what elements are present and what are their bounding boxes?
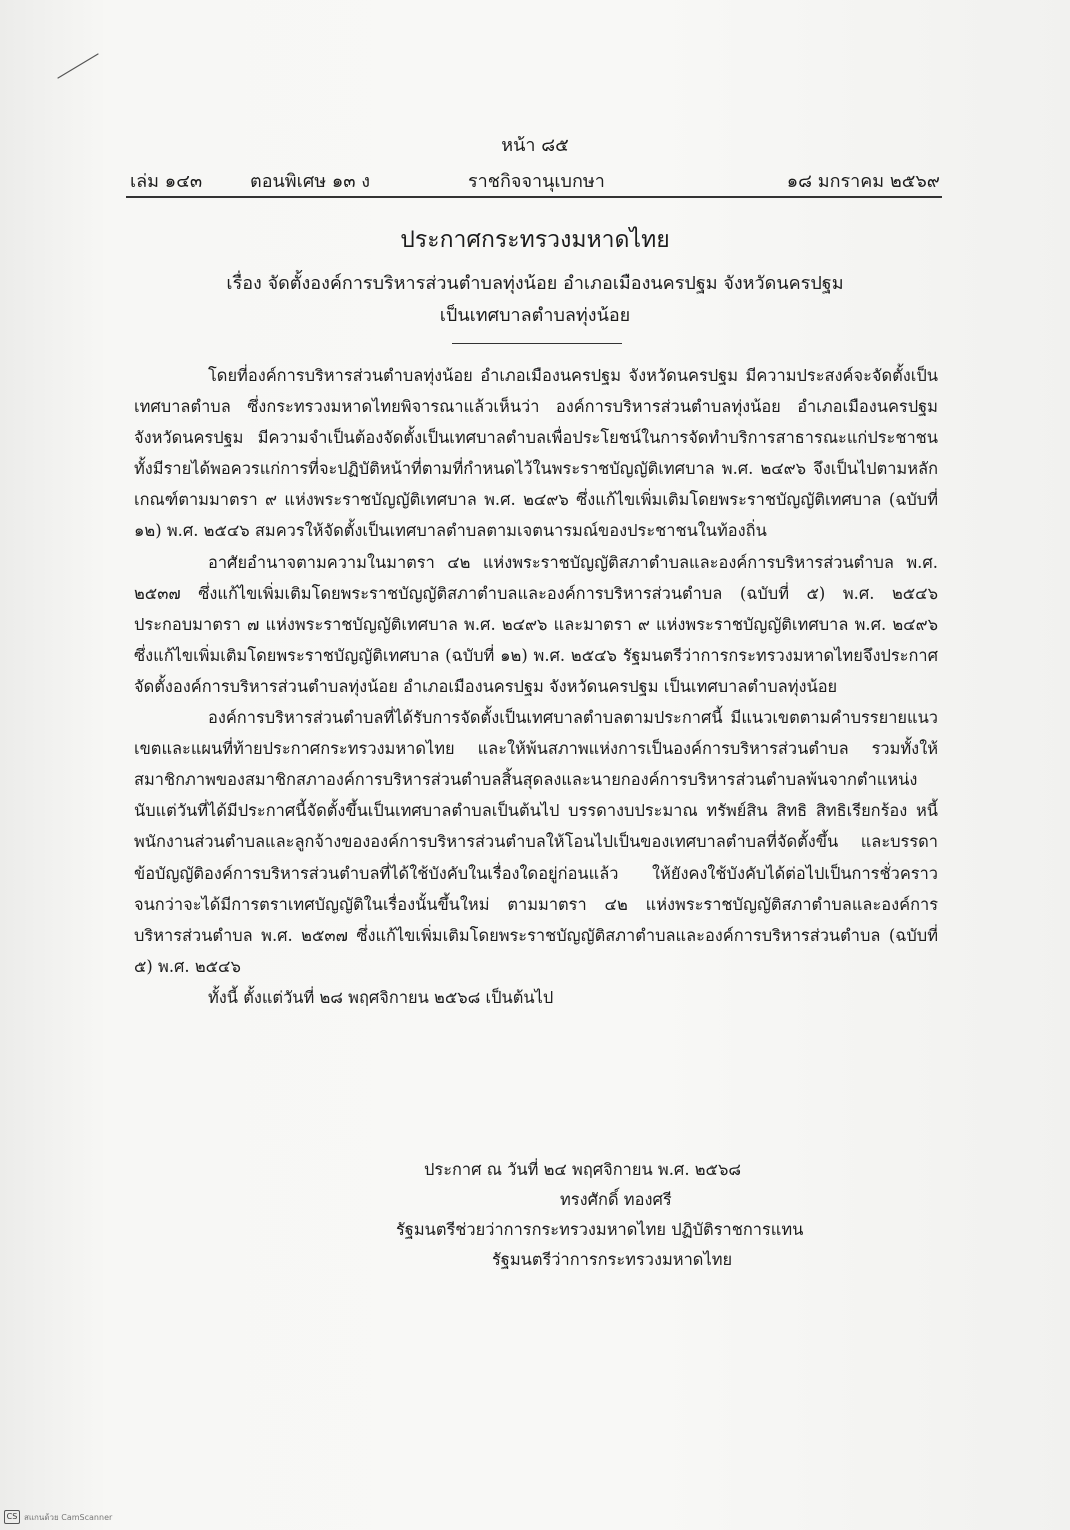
- camscanner-logo-icon: CS: [4, 1510, 20, 1524]
- body-paragraph: อาศัยอำนาจตามความในมาตรา ๔๒ แห่งพระราชบัญญัติสภาตำบลและองค์การบริหารส่วนตำบล พ.ศ. ๒๕๓๗ ซึ่งแก้ไขเพิ่มเติมโดยพระราชบัญญัติสภาตำบลและองค์การบริหารส่วนตำบล (ฉบับที่ ๕) พ.ศ. ๒๕๔๖ ประกอบมาตรา ๗ แห่งพระราชบัญญัติเทศบาล พ.ศ. ๒๔๙๖ และมาตรา ๙ แห่งพระราชบัญญัติเทศบาล พ.ศ. ๒๔๙๖ ซึ่งแก้ไขเพิ่มเติมโดยพระราชบัญญัติเทศบาล (ฉบับที่ ๑๒) พ.ศ. ๒๕๔๖ รัฐมนตรีว่าการกระทรวงมหาดไทยจึงประกาศจัดตั้งองค์การบริหารส่วนตำบลทุ่งน้อย อำเภอเมืองนครปฐม จังหวัดนครปฐม เป็นเทศบาลตำบลทุ่งน้อย: [134, 552, 938, 696]
- signatory-position: รัฐมนตรีช่วยว่าการกระทรวงมหาดไทย ปฏิบัติราชการแทน: [396, 1220, 804, 1239]
- volume-label: เล่ม ๑๔๓: [130, 171, 203, 192]
- body-paragraph: องค์การบริหารส่วนตำบลที่ได้รับการจัดตั้งเป็นเทศบาลตำบลตามประกาศนี้ มีแนวเขตตามคำบรรยายแนวเขตและแผนที่ท้ายประกาศกระทรวงมหาดไทย และให้พ้นสภาพแห่งการเป็นองค์การบริหารส่วนตำบล รวมทั้งให้สมาชิกภาพของสมาชิกสภาองค์การบริหารส่วนตำบลสิ้นสุดลงและนายกองค์การบริหารส่วนตำบลพ้นจากตำแหน่งนับแต่วันที่ได้มีประกาศนี้จัดตั้งขึ้นเป็นเทศบาลตำบลเป็นต้นไป บรรดางบประมาณ ทรัพย์สิน สิทธิ สิทธิเรียกร้อง หนี้ พนักงานส่วนตำบลและลูกจ้างขององค์การบริหารส่วนตำบลให้โอนไปเป็นของเทศบาลตำบลที่จัดตั้งขึ้น และบรรดาข้อบัญญัติองค์การบริหารส่วนตำบลที่ได้ใช้บังคับในเรื่องใดอยู่ก่อนแล้ว ให้ยังคงใช้บังคับได้ต่อไปเป็นการชั่วคราวจนกว่าจะได้มีการตราเทศบัญญัติในเรื่องนั้นขึ้นใหม่ ตามมาตรา ๔๒ แห่งพระราชบัญญัติสภาตำบลและองค์การบริหารส่วนตำบล พ.ศ. ๒๕๓๗ ซึ่งแก้ไขเพิ่มเติมโดยพระราชบัญญัติสภาตำบลและองค์การบริหารส่วนตำบล (ฉบับที่ ๕) พ.ศ. ๒๕๔๖: [134, 708, 938, 976]
- announcement-date: ประกาศ ณ วันที่ ๒๔ พฤศจิกายน พ.ศ. ๒๕๖๘: [424, 1160, 741, 1179]
- subject-line: เป็นเทศบาลตำบลทุ่งน้อย: [439, 305, 631, 326]
- body-paragraph: โดยที่องค์การบริหารส่วนตำบลทุ่งน้อย อำเภอเมืองนครปฐม จังหวัดนครปฐม มีความประสงค์จะจัดตั้งเป็นเทศบาลตำบล ซึ่งกระทรวงมหาดไทยพิจารณาแล้วเห็นว่า องค์การบริหารส่วนตำบลทุ่งน้อย อำเภอเมืองนครปฐม จังหวัดนครปฐม มีความจำเป็นต้องจัดตั้งเป็นเทศบาลตำบลเพื่อประโยชน์ในการจัดทำบริการสาธารณะแก่ประชาชน ทั้งมีรายได้พอควรแก่การที่จะปฏิบัติหน้าที่ตามที่กำหนดไว้ในพระราชบัญญัติเทศบาล พ.ศ. ๒๔๙๖ จึงเป็นไปตามหลักเกณฑ์ตามมาตรา ๙ แห่งพระราชบัญญัติเทศบาล พ.ศ. ๒๔๙๖ ซึ่งแก้ไขเพิ่มเติมโดยพระราชบัญญัติเทศบาล (ฉบับที่ ๑๒) พ.ศ. ๒๕๔๖ สมควรให้จัดตั้งเป็นเทศบาลตำบลตามเจตนารมณ์ของประชาชนในท้องถิ่น: [134, 366, 938, 541]
- pen-stroke-mark: [56, 52, 100, 80]
- signatory-name: ทรงศักดิ์ ทองศรี: [560, 1190, 672, 1209]
- page-number: หน้า ๘๕: [501, 135, 569, 156]
- announcement-body: [134, 360, 938, 1013]
- journal-name: ราชกิจจานุเบกษา: [468, 171, 605, 192]
- scanner-watermark: [4, 1510, 112, 1524]
- signatory-position: รัฐมนตรีว่าการกระทรวงมหาดไทย: [492, 1250, 733, 1269]
- announcement-subject: [0, 268, 1070, 332]
- publication-date: ๑๘ มกราคม ๒๕๖๙: [786, 171, 940, 192]
- issue-label: ตอนพิเศษ ๑๓ ง: [250, 171, 371, 192]
- scanner-text: สแกนด้วย CamScanner: [24, 1512, 113, 1522]
- subject-line: เรื่อง จัดตั้งองค์การบริหารส่วนตำบลทุ่งน้อย อำเภอเมืองนครปฐม จังหวัดนครปฐม: [226, 273, 844, 294]
- body-paragraph: ทั้งนี้ ตั้งแต่วันที่ ๒๘ พฤศจิกายน ๒๕๖๘ เป็นต้นไป: [208, 987, 554, 1007]
- header-divider: [126, 196, 942, 198]
- gazette-header: [130, 166, 940, 196]
- title-divider: [452, 343, 622, 344]
- announcement-title: ประกาศกระทรวงมหาดไทย: [400, 227, 670, 253]
